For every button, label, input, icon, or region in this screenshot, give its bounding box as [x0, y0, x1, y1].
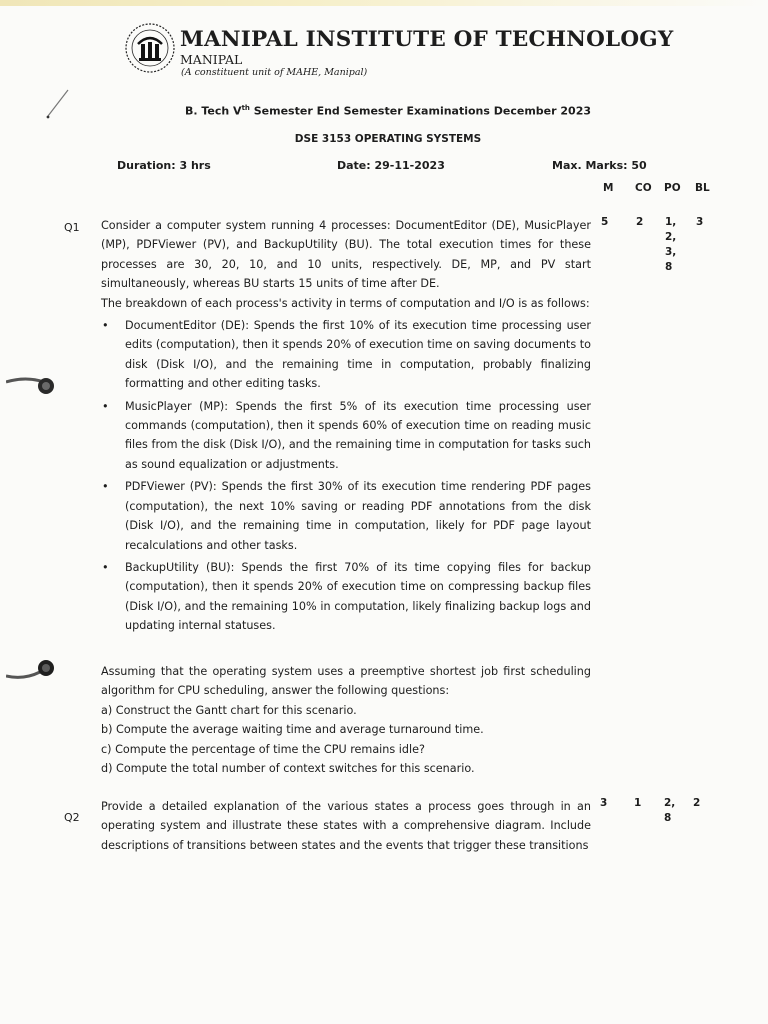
institute-name: MANIPAL INSTITUTE OF TECHNOLOGY	[180, 27, 674, 52]
top-edge-strip	[0, 0, 768, 6]
question-1-breakdown-lead: The breakdown of each process's activity in terms of computation and I/O is as follows:	[101, 296, 590, 310]
column-header-marks: M	[603, 182, 614, 194]
question-2-bl: 2	[693, 797, 701, 809]
question-1-po: 1, 2, 3, 8	[665, 216, 677, 273]
list-item: • PDFViewer (PV): Spends the first 30% of its execution time rendering PDF pages (computation), the next 10% saving or reading PDF annotations from the disk (Disk I/O), and the remaining time in computation, likely for PDF page layout recalculations and other tasks.	[102, 480, 591, 552]
question-number: Q2	[64, 811, 80, 824]
question-1-intro: Consider a computer system running 4 processes: DocumentEditor (DE), MusicPlayer (MP), PDFViewer (PV), and BackupUtility (BU). The total execution times for these processes are 30, 20, 10, and 10 units, respectively. DE, MP, and PV start simultaneously, whereas BU starts 15 units of time after DE.	[101, 219, 591, 291]
list-item: • BackupUtility (BU): Spends the first 70% of its time copying files for backup (computation), then it spends 20% of execution time on compressing backup files (Disk I/O), and the remaining 10% in computation, likely finalizing backup logs and updating internal statuses.	[102, 560, 591, 633]
question-2-marks: 3	[600, 797, 608, 809]
max-marks: Max. Marks: 50	[552, 159, 647, 172]
question-1-bl: 3	[696, 216, 704, 228]
question-1-tasks	[101, 662, 591, 778]
course-title: DSE 3153 OPERATING SYSTEMS	[294, 133, 482, 145]
subpart-c: c) Compute the percentage of time the CPU remains idle?	[101, 742, 425, 756]
column-header-bl: BL	[695, 182, 710, 194]
question-1-assumption: Assuming that the operating system uses a preemptive shortest job first scheduling algorithm for CPU scheduling, answer the following questions:	[101, 665, 591, 698]
exam-date: Date: 29-11-2023	[337, 159, 445, 172]
question-2-po: 2, 8	[664, 797, 676, 824]
question-1-body	[101, 216, 591, 636]
institute-city: MANIPAL	[180, 52, 243, 67]
binder-ring-icon	[6, 658, 56, 682]
subpart-d: d) Compute the total number of context switches for this scenario.	[101, 762, 475, 776]
institute-subtitle: (A constituent unit of MAHE, Manipal)	[181, 67, 368, 78]
list-item: • MusicPlayer (MP): Spends the first 5% of its execution time processing user commands (computation), then it spends 60% of execution time on reading music files from the disk (Disk I/O), and the remaining time in computation for tasks such as sound equalization or adjustments.	[102, 399, 591, 471]
column-header-co: CO	[635, 182, 652, 194]
exam-duration: Duration: 3 hrs	[117, 159, 211, 172]
column-header-po: PO	[664, 182, 681, 194]
question-1-co: 2	[636, 216, 644, 228]
question-1-marks: 5	[601, 216, 609, 228]
exam-title: B. Tech Vth Semester End Semester Examinations December 2023	[184, 104, 592, 118]
subpart-b: b) Compute the average waiting time and average turnaround time.	[101, 723, 484, 737]
question-2-text: Provide a detailed explanation of the various states a process goes through in an operating system and illustrate these states with a comprehensive diagram. Include descriptions of transitions between states and the events that trigger these transitions	[101, 800, 591, 852]
binder-ring-icon	[6, 374, 56, 398]
question-number: Q1	[64, 221, 80, 234]
subpart-a: a) Construct the Gantt chart for this scenario.	[101, 703, 357, 717]
process-breakdown-list	[101, 316, 591, 636]
list-item: • DocumentEditor (DE): Spends the first 10% of its execution time processing user edits (computation), then it spends 20% of execution time on saving documents to disk (Disk I/O), and the remaining time in computation, probably finalizing formatting and other editing tasks.	[102, 319, 591, 391]
institute-logo	[124, 22, 176, 74]
question-2-co: 1	[634, 797, 642, 809]
